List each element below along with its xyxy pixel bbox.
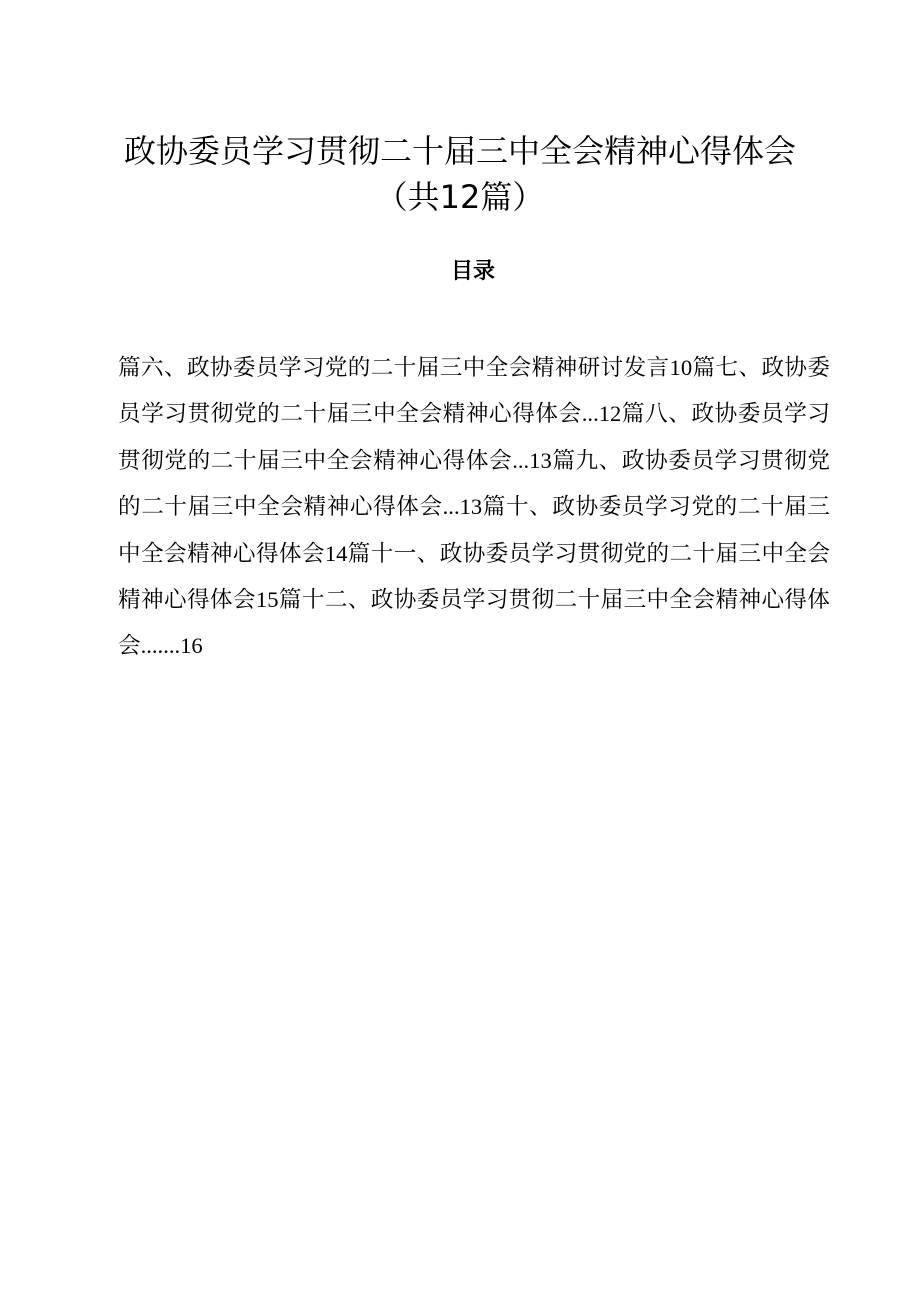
toc-entry-label: 篇十、政协委员学习党的二十届三中全会精神心得体会 [118,494,831,567]
toc-entry-page: ...13 [442,494,483,520]
toc-entry-page: ...12 [581,401,622,427]
toc-entry-label: 篇八、政协委员学习贯彻党的二十届三中全会精神心得体会 [118,401,831,474]
toc-entry-label: 篇九、政协委员学习贯彻党的二十届三中全会精神心得体会 [118,447,831,521]
document-title: 政协委员学习贯彻二十届三中全会精神心得体会（共12篇） [123,132,796,216]
toc-entry-page: ...13 [512,447,552,473]
toc-entry-label: 篇七、政协委员学习贯彻党的二十届三中全会精神心得体会 [118,355,831,428]
toc-body [118,345,830,670]
toc-entry [118,355,692,381]
toc-entry-label: 篇十一、政协委员学习贯彻党的二十届三中全会精神心得体会 [118,540,831,614]
toc-entry-page: 14 [324,540,348,566]
toc-entry-page: 10 [669,355,693,380]
toc-entry-page: 15 [255,587,279,613]
toc-entry-label: 篇六、政协委员学习党的二十届三中全会精神研讨发言 [118,355,670,381]
toc-entry-page: .......16 [140,633,203,659]
toc-entry-label: 篇十二、政协委员学习贯彻二十届三中全会精神心得体会 [118,587,831,660]
toc-heading: 目录 [450,259,495,284]
